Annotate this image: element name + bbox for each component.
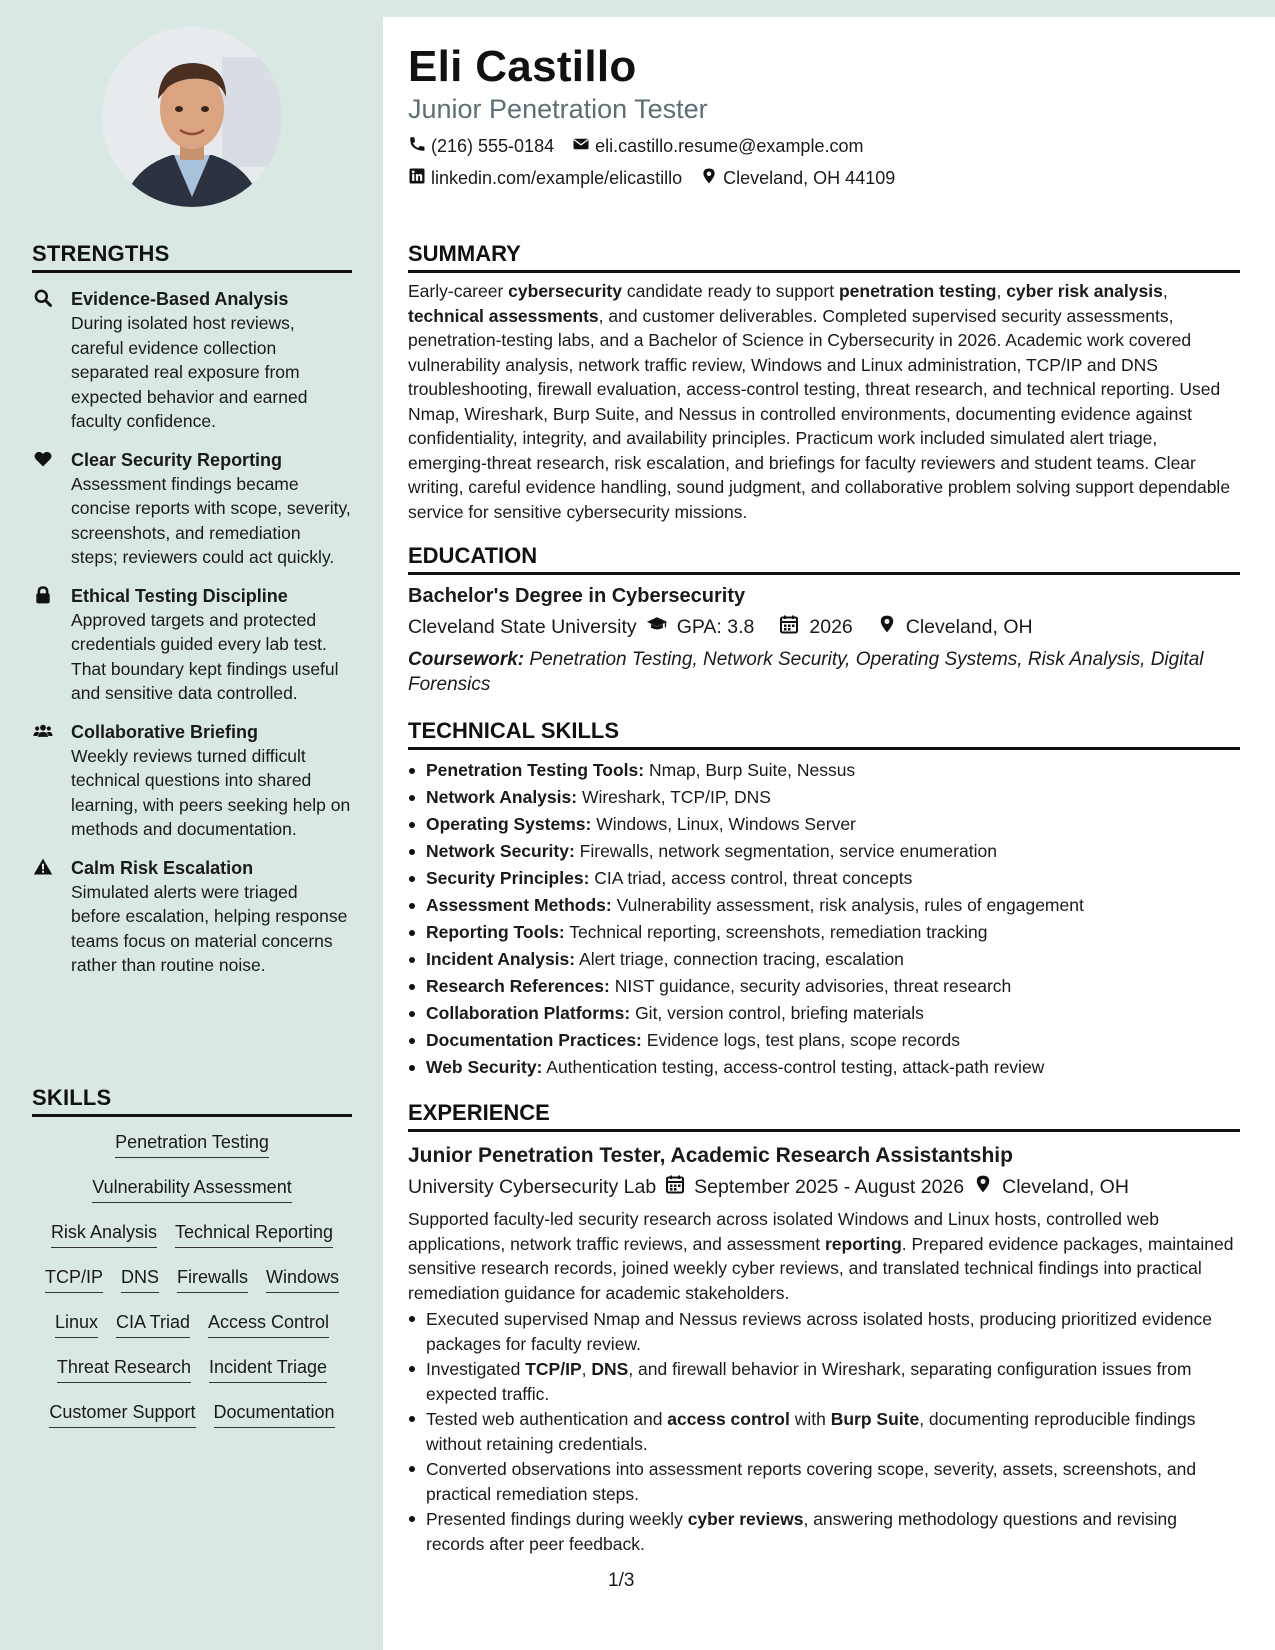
list-item (408, 946, 1240, 973)
technical-skills-list (408, 757, 1240, 1081)
skill-label: Reporting Tools: (426, 922, 565, 942)
linkedin-contact[interactable] (408, 167, 682, 190)
calendar-icon (778, 614, 800, 640)
strength-title: Clear Security Reporting (71, 449, 283, 470)
list-item (408, 757, 1240, 784)
strength-body: Simulated alerts were triaged before escalation, helping response teams focus on material concerns rather than routine noise. (71, 881, 348, 975)
skill-chip: Linux (55, 1310, 98, 1338)
technical-skills-section (408, 718, 1240, 1081)
skill-chip: Customer Support (49, 1400, 195, 1428)
calendar-icon (665, 1174, 685, 1200)
strength-body: Weekly reviews turned difficult technical questions into shared learning, with peers seeking help on methods and documentation. (71, 745, 351, 839)
skill-value: Alert triage, connection tracing, escalation (579, 949, 904, 969)
email-text: eli.castillo.resume@example.com (595, 136, 864, 156)
position-details (408, 1173, 1240, 1201)
strength-title: Collaborative Briefing (71, 721, 259, 742)
strengths-section (32, 241, 352, 978)
skill-chip: Threat Research (57, 1355, 191, 1383)
skill-value: Firewalls, network segmentation, service enumeration (579, 841, 997, 861)
list-item (408, 973, 1240, 1000)
skill-label: Collaboration Platforms: (426, 1003, 631, 1023)
strength-item (32, 287, 352, 434)
strength-body: During isolated host reviews, careful evidence collection separated real exposure from expected behavior and earned faculty confidence. (71, 313, 308, 431)
skill-row (32, 1265, 352, 1310)
skill-chip: Incident Triage (209, 1355, 327, 1383)
strength-item (32, 448, 352, 570)
strength-item (32, 856, 352, 978)
education-details (408, 613, 1240, 641)
job-title: Junior Penetration Tester (408, 94, 708, 124)
candidate-name: Eli Castillo (408, 42, 637, 91)
list-item: Tested web authentication and access control with Burp Suite, documenting reproducible findings without retaining credentials. (408, 1407, 1240, 1456)
skill-chip: Penetration Testing (115, 1130, 269, 1158)
skill-chip: Firewalls (177, 1265, 248, 1293)
skill-row (32, 1130, 352, 1175)
map-pin-icon (700, 167, 718, 190)
education-heading: EDUCATION (408, 543, 1240, 575)
contact-row (408, 135, 1240, 158)
skill-row (32, 1400, 352, 1445)
graduation-year: 2026 (809, 615, 853, 638)
skill-chip: Windows (266, 1265, 339, 1293)
skill-row (32, 1175, 352, 1220)
employment-dates: September 2025 - August 2026 (694, 1175, 965, 1198)
skill-value: Git, version control, briefing materials (635, 1003, 924, 1023)
skill-chip: Access Control (208, 1310, 329, 1338)
graduation-cap-icon (646, 614, 668, 640)
experience-section (408, 1100, 1240, 1557)
coursework-list: Penetration Testing, Network Security, Operating Systems, Risk Analysis, Digital Forensics (408, 649, 1204, 695)
skill-label: Assessment Methods: (426, 895, 612, 915)
list-item (408, 865, 1240, 892)
list-item (408, 784, 1240, 811)
map-pin-icon (877, 613, 897, 641)
strength-title: Ethical Testing Discipline (71, 585, 288, 606)
skill-chip: Risk Analysis (51, 1220, 157, 1248)
skill-value: Authentication testing, access-control testing, attack-path review (546, 1057, 1045, 1077)
heart-icon (32, 449, 56, 471)
skill-value: NIST guidance, security advisories, threat research (614, 976, 1012, 996)
list-item (408, 838, 1240, 865)
skill-value: Vulnerability assessment, risk analysis, rules of engagement (616, 895, 1084, 915)
skills-section (32, 1085, 352, 1445)
list-item: Presented findings during weekly cyber reviews, answering methodology questions and revising records after peer feedback. (408, 1507, 1240, 1556)
skill-row (32, 1355, 352, 1400)
skill-chip: DNS (121, 1265, 159, 1293)
technical-skills-heading: TECHNICAL SKILLS (408, 718, 1240, 750)
linkedin-icon (408, 167, 426, 190)
organization-name: University Cybersecurity Lab (408, 1175, 657, 1198)
lock-icon (32, 585, 56, 607)
page-number: 1/3 (608, 1570, 635, 1591)
phone-icon (408, 135, 426, 158)
skill-label: Network Analysis: (426, 787, 578, 807)
skill-chip: CIA Triad (116, 1310, 190, 1338)
strength-item (32, 584, 352, 706)
list-item (408, 811, 1240, 838)
skill-label: Incident Analysis: (426, 949, 576, 969)
skill-chip: Vulnerability Assessment (92, 1175, 291, 1203)
skill-value: Evidence logs, test plans, scope records (646, 1030, 960, 1050)
strength-title: Evidence-Based Analysis (71, 289, 289, 309)
skill-value: Wireshark, TCP/IP, DNS (581, 787, 771, 807)
summary-text: Early-career cybersecurity candidate ready to support penetration testing, cyber risk analysis, technical assessments, and customer deliverables. Completed supervised security assessments, penetration-testing labs, and a Bachelor of Science in Cybersecurity in 2026. Academic work covered vulnerability analysis, network traffic review, Windows and Linux administration, TCP/IP and DNS troubleshooting, firewall evaluation, access-control testing, threat research, and technical reporting. Used Nmap, Wireshark, Burp Suite, and Nessus in controlled environments, documenting evidence against confidentiality, integrity, and availability principles. Practicum work included simulated alert triage, emerging-threat research, risk escalation, and briefings for faculty reviewers and student teams. Clear writing, careful evidence handling, sound judgment, and collaborative problem solving support dependable service for sensitive cybersecurity missions. (408, 281, 1231, 522)
list-item: Investigated TCP/IP, DNS, and firewall behavior in Wireshark, separating configuration issues from expected traffic. (408, 1357, 1240, 1406)
strengths-heading: STRENGTHS (32, 241, 352, 273)
gpa: GPA: 3.8 (676, 615, 755, 638)
strength-item (32, 720, 352, 842)
skill-chip: TCP/IP (45, 1265, 103, 1293)
skill-label: Web Security: (426, 1057, 543, 1077)
list-item (408, 1054, 1240, 1081)
skill-value: Nmap, Burp Suite, Nessus (648, 760, 856, 780)
position-description: Supported faculty-led security research across isolated Windows and Linux hosts, controlled web applications, network traffic reviews, and assessment reporting. Prepared evidence packages, maintained sensitive research records, joined weekly cyber reviews, and translated technical findings into practical remediation guidance for academic stakeholders. (408, 1209, 1234, 1303)
location-contact (700, 167, 895, 190)
skill-chip: Technical Reporting (175, 1220, 333, 1248)
list-item: Converted observations into assessment reports covering scope, severity, assets, screenshots, and practical remediation steps. (408, 1457, 1240, 1506)
phone-text: (216) 555-0184 (431, 136, 555, 156)
list-item (408, 892, 1240, 919)
warning-icon (32, 857, 56, 879)
skill-label: Operating Systems: (426, 814, 592, 834)
skill-value: Technical reporting, screenshots, remediation tracking (569, 922, 988, 942)
degree-title: Bachelor's Degree in Cybersecurity (408, 585, 746, 607)
skill-label: Network Security: (426, 841, 575, 861)
skill-row (32, 1220, 352, 1265)
skill-label: Penetration Testing Tools: (426, 760, 645, 780)
skills-heading: SKILLS (32, 1085, 352, 1117)
school-name: Cleveland State University (408, 615, 637, 638)
skill-label: Documentation Practices: (426, 1030, 642, 1050)
search-icon (32, 288, 56, 310)
linkedin-text: linkedin.com/example/elicastillo (431, 168, 683, 188)
envelope-icon (572, 135, 590, 158)
list-item: Executed supervised Nmap and Nessus reviews across isolated hosts, producing prioritized evidence packages for faculty review. (408, 1307, 1240, 1356)
education-section (408, 543, 1240, 697)
strength-body: Approved targets and protected credentials guided every lab test. That boundary kept findings useful and sensitive data controlled. (71, 609, 339, 703)
skill-label: Research References: (426, 976, 610, 996)
summary-heading: SUMMARY (408, 241, 1240, 273)
skill-label: Security Principles: (426, 868, 590, 888)
email-contact[interactable] (572, 135, 863, 158)
education-location: Cleveland, OH (905, 615, 1033, 638)
location-text: Cleveland, OH 44109 (723, 168, 896, 188)
strength-body: Assessment findings became concise reports with scope, severity, screenshots, and remediation steps; reviewers could act quickly. (71, 473, 351, 567)
list-item (408, 1027, 1240, 1054)
position-location: Cleveland, OH (1002, 1175, 1129, 1198)
list-item (408, 919, 1240, 946)
contact-row (408, 167, 1240, 190)
strength-title: Calm Risk Escalation (71, 857, 254, 878)
skill-value: CIA triad, access control, threat concepts (594, 868, 913, 888)
coursework (408, 648, 1240, 697)
phone-contact (408, 135, 554, 158)
skill-chip: Documentation (214, 1400, 335, 1428)
users-icon (32, 721, 56, 743)
list-item (408, 1000, 1240, 1027)
position-title: Junior Penetration Tester, Academic Research Assistantship (408, 1144, 1013, 1167)
profile-photo (102, 27, 282, 207)
skill-row (32, 1310, 352, 1355)
summary-section (408, 241, 1240, 524)
skill-value: Windows, Linux, Windows Server (596, 814, 856, 834)
skill-chips (32, 1130, 352, 1445)
achievement-list (408, 1307, 1240, 1556)
map-pin-icon (973, 1173, 993, 1201)
experience-heading: EXPERIENCE (408, 1100, 1240, 1132)
coursework-label: Coursework: (408, 649, 525, 670)
